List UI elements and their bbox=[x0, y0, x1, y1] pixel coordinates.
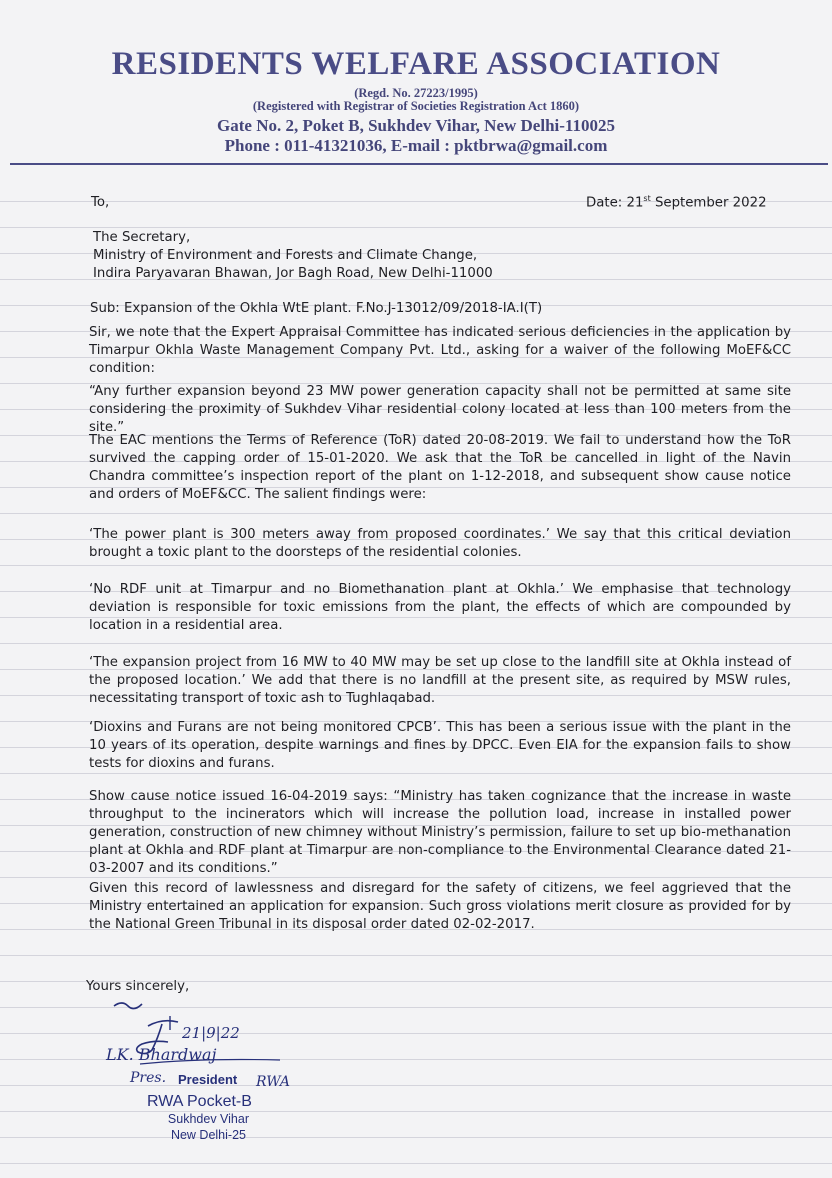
paragraph-text: ‘Dioxins and Furans are not being monitored CPCB’. This has been a serious issue with the plant in the 10 years of its operation, despite warnings and fines by DPCC. Even EIA for the expansion fails to show tests for dioxins and furans. bbox=[89, 720, 791, 771]
body-paragraph bbox=[89, 581, 791, 635]
signature-title: Pres. bbox=[130, 1070, 167, 1086]
body-paragraph bbox=[89, 526, 791, 562]
date-prefix: Date: 21 bbox=[586, 195, 644, 211]
paragraph-text: ‘The expansion project from 16 MW to 40 MW may be set up close to the landfill site at Okhla instead of the proposed location.’ We add that there is no landfill at the present site, as required by MSW rules, necessitating transport of toxic ash to Tughlaqabad. bbox=[89, 655, 791, 706]
body-paragraph bbox=[89, 880, 791, 934]
paragraph-text: ‘The power plant is 300 meters away from proposed coordinates.’ We say that this critical deviation brought a toxic plant to the doorsteps of the residential colonies. bbox=[89, 527, 791, 560]
signature-name: LK. Bhardwaj bbox=[106, 1045, 217, 1064]
paragraph-text: Given this record of lawlessness and disregard for the safety of citizens, we feel aggrieved that the Ministry entertained an application for expansion. Such gross violations merit closure as provided for by the National Green Tribunal in its disposal order dated 02-02-2017. bbox=[89, 881, 791, 932]
body-paragraph bbox=[89, 719, 791, 773]
body-paragraph bbox=[89, 654, 791, 708]
recipient-line: Ministry of Environment and Forests and Climate Change, bbox=[93, 248, 478, 263]
paragraph-text: The EAC mentions the Terms of Reference (ToR) dated 20-08-2019. We fail to understand how the ToR survived the capping order of 15-01-2020. We ask that the ToR be cancelled in light of the Navin Chandra committee’s inspection report of the plant on 1-12-2018, and subsequent show cause notice and orders of MoEF&CC. The salient findings were: bbox=[89, 433, 791, 502]
closing: Yours sincerely, bbox=[86, 979, 190, 994]
signature-org: RWA bbox=[256, 1074, 291, 1090]
date-suffix: September 2022 bbox=[650, 195, 767, 211]
signature-date: 21|9|22 bbox=[182, 1024, 240, 1042]
recipient-line: Indira Paryavaran Bhawan, Jor Bagh Road, New Delhi-11000 bbox=[93, 266, 493, 281]
paragraph-text: Show cause notice issued 16-04-2019 says: “Ministry has taken cognizance that the increase in waste throughput to the incinerators which will increase the pollution load, increase in installed power generation, construction of new chimney without Ministry’s permission, failure to set up bio-methanation plant at Okhla and RDF plant at Timarpur are non-compliance to the Environmental Clearance dated 21-03-2007 and its conditions.” bbox=[89, 789, 791, 876]
stamp-area: Sukhdev Vihar bbox=[167, 1112, 249, 1126]
body-paragraph bbox=[89, 788, 791, 878]
handwritten-signature bbox=[100, 994, 320, 1094]
subject-line: Sub: Expansion of the Okhla WtE plant. F.No.J-13012/09/2018-IA.I(T) bbox=[90, 301, 543, 316]
stamp-president: President bbox=[178, 1072, 238, 1087]
date-ordinal: st bbox=[643, 194, 651, 203]
body-paragraph bbox=[89, 432, 791, 504]
paragraph-text: “Any further expansion beyond 23 MW power generation capacity shall not be permitted at same site considering the proximity of Sukhdev Vihar residential colony located at less than 100 meters from the site.” bbox=[89, 384, 791, 435]
letter-date bbox=[586, 194, 767, 210]
letterhead-contact: Phone : 011-41321036, E-mail : pktbrwa@gmail.com bbox=[224, 136, 608, 155]
letterhead-address: Gate No. 2, Poket B, Sukhdev Vihar, New Delhi-110025 bbox=[217, 116, 615, 135]
recipient-address bbox=[93, 229, 493, 283]
stamp-city: New Delhi-25 bbox=[170, 1128, 246, 1142]
body-paragraph bbox=[89, 324, 791, 378]
letterhead-title: RESIDENTS WELFARE ASSOCIATION bbox=[111, 46, 721, 82]
letterhead-registration: (Registered with Registrar of Societies Registration Act 1860) bbox=[252, 99, 580, 113]
paragraph-text: ‘No RDF unit at Timarpur and no Biomethanation plant at Okhla.’ We emphasise that technology deviation is responsible for toxic emissions from the plant, the effects of which are compounded by location in a residential area. bbox=[89, 582, 791, 633]
recipient-line: The Secretary, bbox=[93, 230, 191, 245]
salutation-to: To, bbox=[91, 195, 110, 210]
paragraph-text: Sir, we note that the Expert Appraisal Committee has indicated serious deficiencies in the application by Timarpur Okhla Waste Management Company Pvt. Ltd., asking for a waiver of the following MoEF&CC condition: bbox=[89, 325, 791, 376]
body-paragraph bbox=[89, 383, 791, 437]
letterhead-regd-number: (Regd. No. 27223/1995) bbox=[354, 86, 478, 100]
rwa-stamp bbox=[147, 1093, 252, 1143]
letterhead-divider bbox=[10, 163, 828, 165]
stamp-org: RWA Pocket-B bbox=[147, 1093, 252, 1110]
